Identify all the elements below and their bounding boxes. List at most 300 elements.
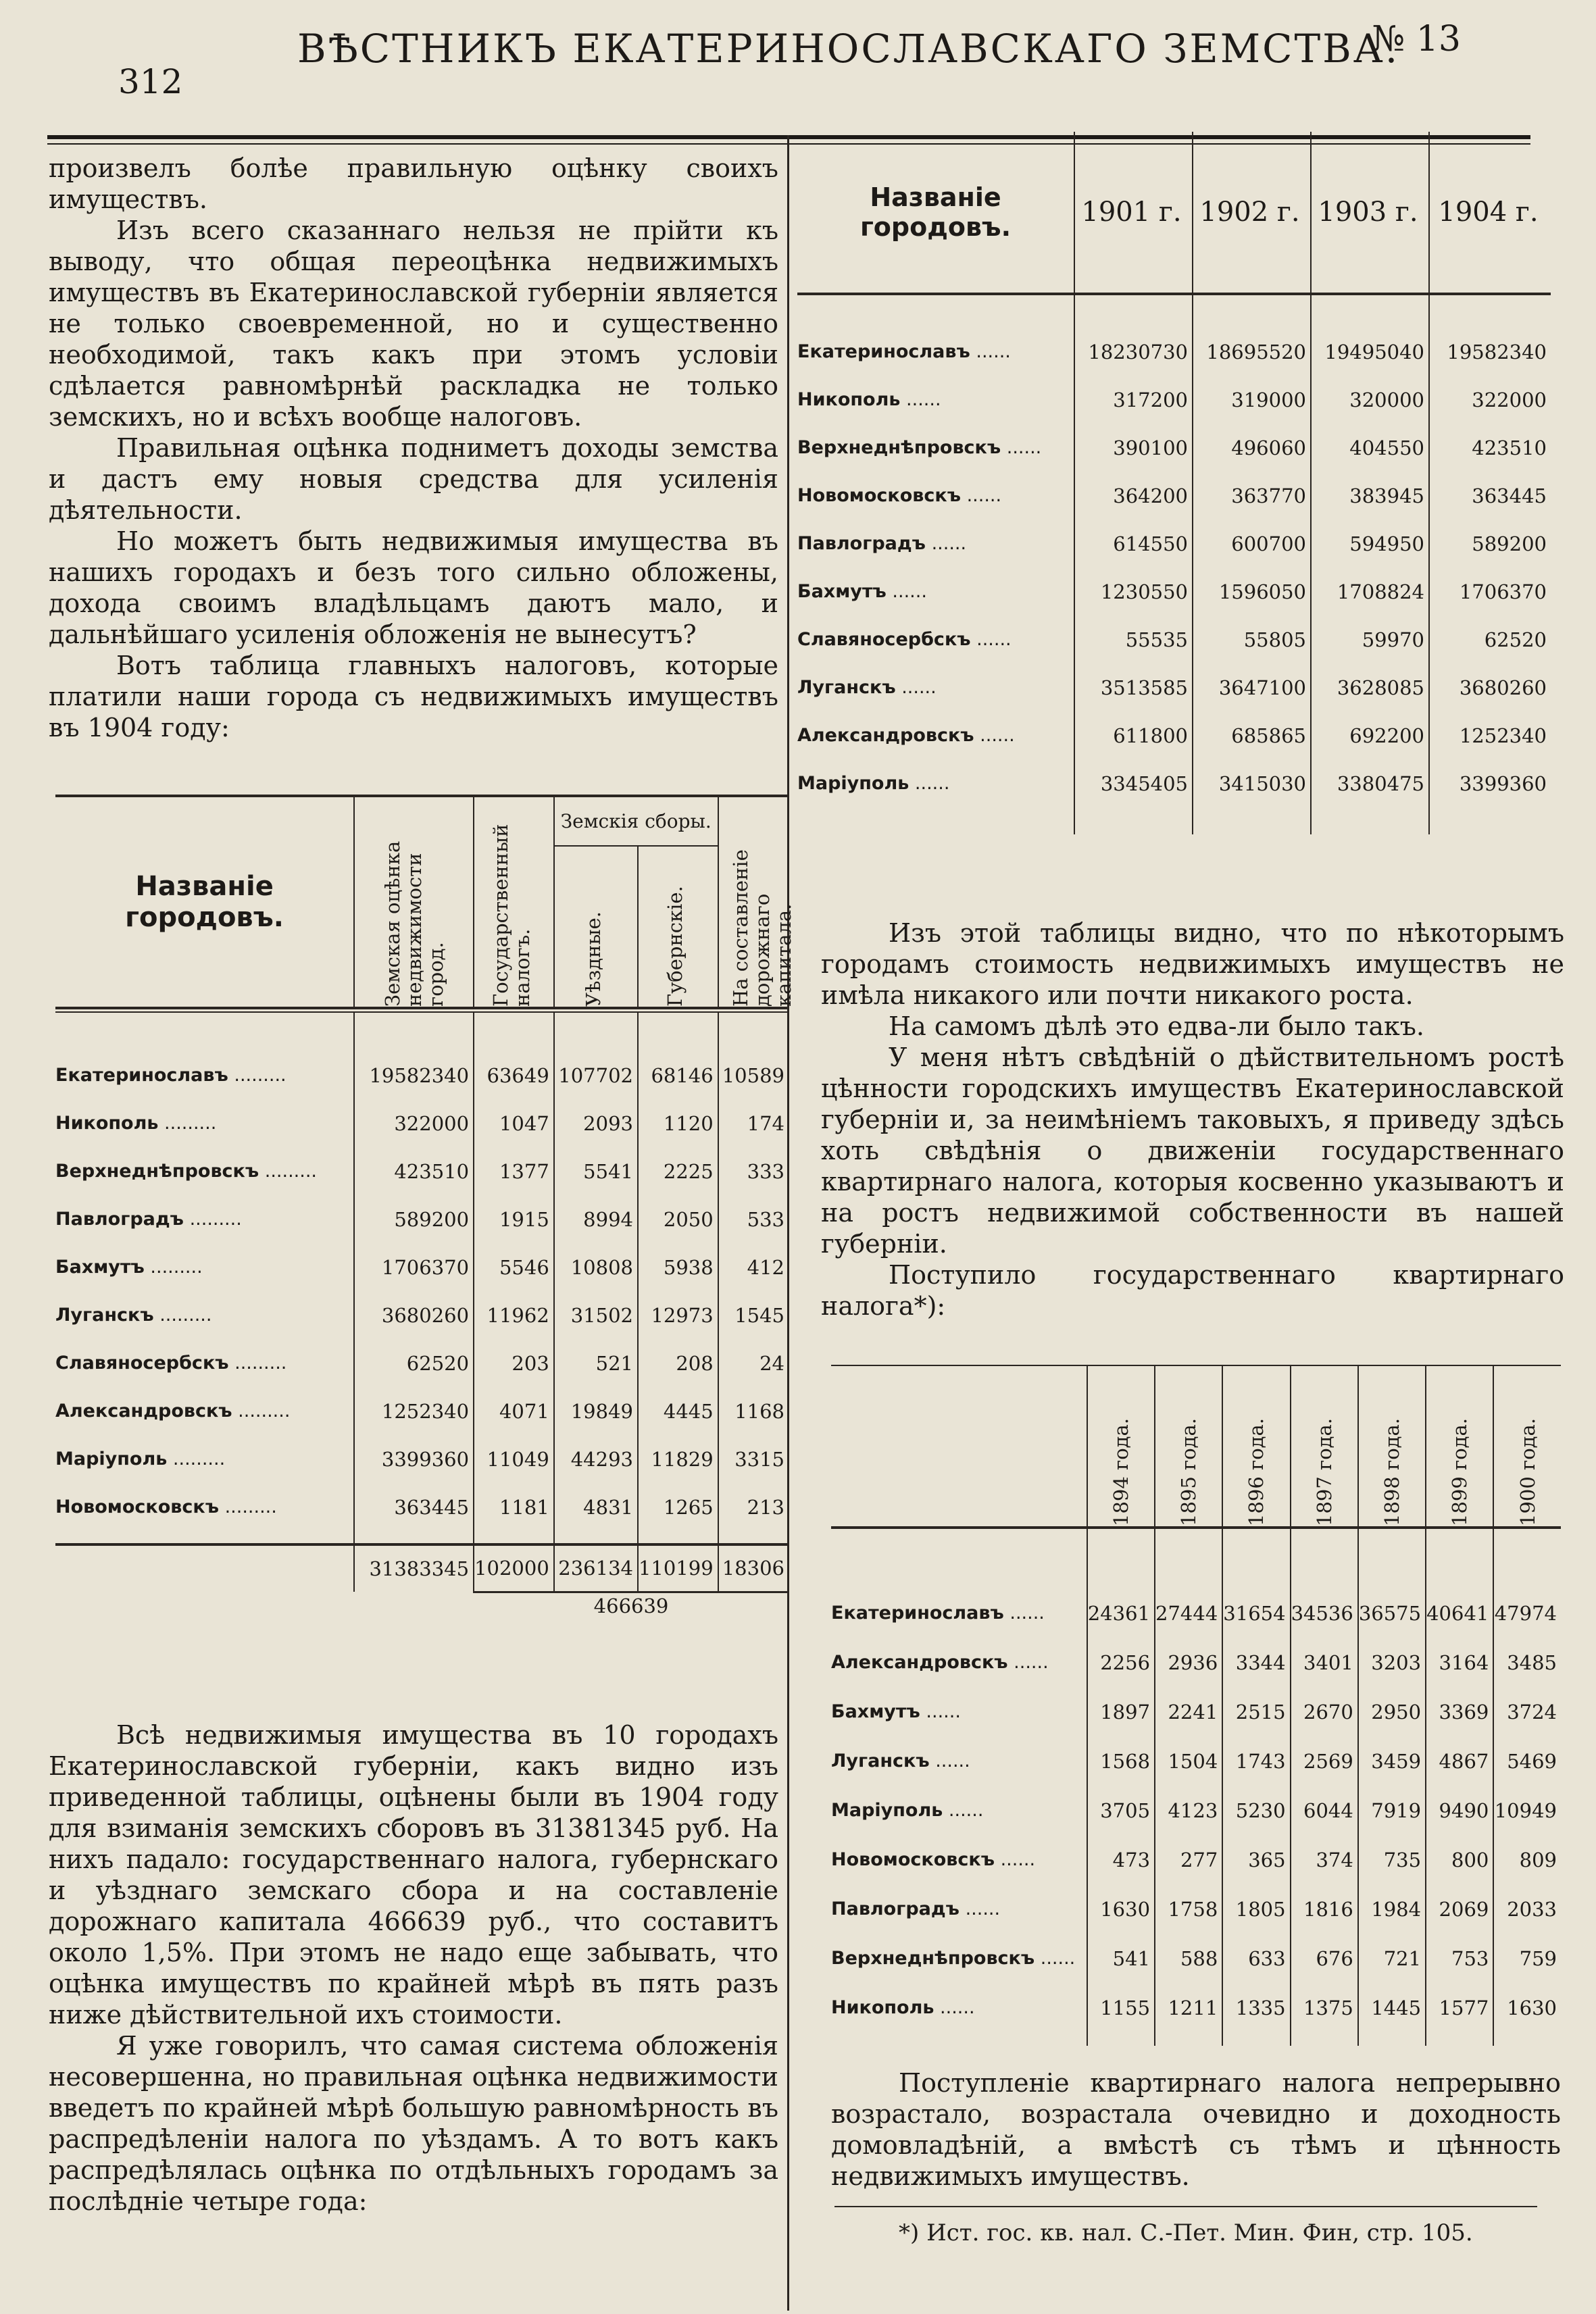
table1-name-header: Названіе городовъ. [125,871,284,933]
table-cell: 2515 [1222,1687,1290,1736]
table1-group-zemstvo: Земскія сборы. [554,797,718,846]
table3-year-header [1155,1365,1222,1528]
header-text: На составленіе дорожнаго капитала. [729,849,796,1007]
paragraph: Правильная оцѣнка подниметъ доходы земства и дастъ ему новыя средства для усиленія дѣятельности. [49,433,778,525]
table-cell: 5541 [554,1147,638,1195]
table-cell: 1915 [474,1195,554,1243]
table-cell: 27444 [1155,1588,1222,1638]
table-cell: 10589 [718,1051,789,1099]
table-row [55,1483,789,1531]
table-row [831,1934,1561,1983]
city-name: Бахмутъ ......... [55,1257,203,1278]
table-cell: 2950 [1358,1687,1426,1736]
table-cell: 322000 [354,1099,474,1147]
table-cell: 1168 [718,1387,789,1435]
table-cell: 4445 [638,1387,718,1435]
table-cell: 1265 [638,1483,718,1531]
leader-dots: ...... [959,1898,1001,1919]
table-row [797,615,1551,663]
city-name: Маріуполь ......... [55,1449,226,1469]
table-cell: 1568 [1087,1736,1155,1786]
header-text: 1898 года. [1380,1417,1403,1526]
paragraph: Изъ всего сказаннаго нельзя не прійти къ выводу, что общая переоцѣнка недвижимыхъ имуществъ въ Екатеринославской губерніи является не только своевременной, но и существенно необходимой, такъ какъ при этомъ условіи сдѣлается равномѣрнѣй раскладка не только земскихъ, но и всѣхъ вообще налоговъ. [49,216,778,432]
leader-dots: ...... [1007,1652,1049,1673]
table-cell: 3415030 [1193,759,1311,807]
table-row [831,1786,1561,1835]
paragraph: Поступленіе квартирнаго налога непрерывно возрастало, возрастала очевидно и доходность домовладѣній, а вмѣстѣ съ тѣмъ и цѣнность недвижимыхъ имуществъ. [831,2068,1561,2191]
table-cell: 55535 [1074,615,1193,663]
table-row [55,1435,789,1483]
table-cell: 320000 [1311,376,1429,424]
table-cell: 521 [554,1339,638,1387]
table-cell: 1375 [1291,1983,1358,2032]
page-number: 312 [118,62,183,101]
table-cell: 735 [1358,1835,1426,1884]
table-cell: 5230 [1222,1786,1290,1835]
table-cell: 1596050 [1193,568,1311,615]
table-cell: 319000 [1193,376,1311,424]
table-cell: 1577 [1426,1983,1493,2032]
table-cell: 3315 [718,1435,789,1483]
table-cell: 3513585 [1074,663,1193,711]
table-cell: 277 [1155,1835,1222,1884]
table-cell: 1445 [1358,1983,1426,2032]
table-cell: 2569 [1291,1736,1358,1786]
city-name: Верхнеднѣпровскъ ...... [831,1948,1076,1969]
issue-number: № 13 [1372,19,1461,59]
leader-dots: ......... [219,1496,277,1517]
table-cell: 541 [1087,1934,1155,1983]
table-cell: 1630 [1087,1884,1155,1934]
table-cell: 5469 [1493,1736,1561,1786]
header-text: Уѣздные. [581,911,605,1007]
table-row [831,1588,1561,1638]
table-cell: 1047 [474,1099,554,1147]
paragraph: Вотъ таблица главныхъ налоговъ, которые платили наши города съ недвижимыхъ имуществъ въ 1904 году: [49,651,778,743]
table-cell: 174 [718,1099,789,1147]
table1-col-valuation [354,797,474,1008]
table2-year-header: 1904 г. [1429,132,1551,294]
city-name: Екатеринославъ ......... [55,1065,286,1086]
leader-dots: ......... [158,1113,217,1134]
header-text: 1896 года. [1245,1417,1268,1526]
table-row [831,1687,1561,1736]
footnote: *) Ист. гос. кв. нал. С.-Пет. Мин. Фин, стр. 105. [899,2219,1473,2246]
paragraph: Поступило государственнаго квартирнаго налога*): [821,1260,1564,1321]
table-cell: 10808 [554,1243,638,1291]
table-cell: 1252340 [1429,711,1551,759]
table3-year-header [1358,1365,1426,1528]
table1-col-uezd [554,846,638,1008]
header-text: 1899 года. [1448,1417,1472,1526]
table-cell: 208 [638,1339,718,1387]
table-cell: 3628085 [1311,663,1429,711]
table-row [797,711,1551,759]
city-name: Новомосковскъ ...... [831,1849,1036,1870]
table-cell: 1504 [1155,1736,1222,1786]
table-cell: 1230550 [1074,568,1193,615]
leader-dots: ...... [900,389,941,410]
table-cell: 3369 [1426,1687,1493,1736]
leader-dots: ...... [886,581,927,602]
right-column-text-middle [821,917,1564,1322]
city-name: Никополь ...... [831,1997,975,2018]
header-text: 1894 года. [1109,1417,1132,1526]
table-cell: 2093 [554,1099,638,1147]
table-cell: 7919 [1358,1786,1426,1835]
leader-dots: ......... [183,1209,242,1230]
table-cell: 34536 [1291,1588,1358,1638]
table-row [831,1835,1561,1884]
leader-dots: ...... [970,341,1011,362]
table-cell: 364200 [1074,472,1193,520]
table-row [831,1638,1561,1687]
table-cell: 1743 [1222,1736,1290,1786]
table-cell: 12973 [638,1291,718,1339]
table-cell: 614550 [1074,520,1193,568]
city-name: Бахмутъ ...... [797,581,927,602]
table-cell: 4071 [474,1387,554,1435]
table-cell: 390100 [1074,424,1193,472]
table-cell: 4867 [1426,1736,1493,1786]
table-cell: 1816 [1291,1884,1358,1934]
table-row [797,472,1551,520]
table-cell: 588 [1155,1934,1222,1983]
city-name: Александровскъ ......... [55,1401,291,1422]
table-cell: 2936 [1155,1638,1222,1687]
table-row [831,1983,1561,2032]
table-cell: 1211 [1155,1983,1222,2032]
city-name: Александровскъ ...... [797,725,1015,746]
table-cell: 44293 [554,1435,638,1483]
paragraph: Изъ этой таблицы видно, что по нѣкоторымъ городамъ стоимость недвижимыхъ имуществъ не имѣла никакого или почти никакого роста. [821,918,1564,1010]
table-cell: 685865 [1193,711,1311,759]
leader-dots: ...... [961,485,1002,506]
table-cell: 3399360 [1429,759,1551,807]
paragraph: Я уже говорилъ, что самая система обложенія несовершенна, но правильная оцѣнка недвижимости введетъ по крайней мѣрѣ большую равномѣрность въ распредѣленіи налога по уѣздамъ. А то вотъ какъ распредѣлялась оцѣнка по отдѣльныхъ городамъ за послѣдніе четыре года: [49,2031,778,2216]
table-cell: 11049 [474,1435,554,1483]
left-column-text-bottom [49,1719,778,2217]
leader-dots: ...... [943,1800,984,1821]
table-cell: 721 [1358,1934,1426,1983]
table-cell: 1708824 [1311,568,1429,615]
table-cell: 2033 [1493,1884,1561,1934]
table-cell: 1758 [1155,1884,1222,1934]
table-cell: 2050 [638,1195,718,1243]
table-row [55,1387,789,1435]
table3-year-header [1291,1365,1358,1528]
table-cell: 3680260 [1429,663,1551,711]
city-name: Никополь ......... [55,1113,217,1134]
table-cell: 365 [1222,1835,1290,1884]
table-cell: 1335 [1222,1983,1290,2032]
city-name: Александровскъ ...... [831,1652,1049,1673]
table-cell: 19849 [554,1387,638,1435]
table-cell: 6044 [1291,1786,1358,1835]
table-cell: 676 [1291,1934,1358,1983]
total-gubern: 110199 [638,1544,718,1592]
table-cell: 24 [718,1339,789,1387]
city-name: Павлоградъ ...... [831,1898,1001,1919]
table-cell: 59970 [1311,615,1429,663]
city-name: Верхнеднѣпровскъ ...... [797,437,1042,458]
table-cell: 2241 [1155,1687,1222,1736]
leader-dots: ......... [144,1257,203,1278]
table-cell: 594950 [1311,520,1429,568]
leader-dots: ......... [153,1305,212,1326]
table-cell: 3647100 [1193,663,1311,711]
city-name: Луганскъ ...... [831,1751,970,1771]
table-cell: 9490 [1426,1786,1493,1835]
table-cell: 3399360 [354,1435,474,1483]
table-cell: 3203 [1358,1638,1426,1687]
header-text: Земская оцѣнка недвижимости город. [380,840,447,1007]
table-cell: 1252340 [354,1387,474,1435]
table-cell: 374 [1291,1835,1358,1884]
table-cell: 3680260 [354,1291,474,1339]
leader-dots: ...... [909,773,950,794]
table-cell: 213 [718,1483,789,1531]
table-cell: 412 [718,1243,789,1291]
city-name: Луганскъ ......... [55,1305,212,1326]
table-cell: 19582340 [1429,328,1551,376]
table-row [55,1099,789,1147]
table-cell: 3485 [1493,1638,1561,1687]
leader-dots: ...... [1034,1948,1076,1969]
table3-year-header [1426,1365,1493,1528]
table-cell: 1545 [718,1291,789,1339]
paragraph: На самомъ дѣлѣ это едва-ли было такъ. [889,1011,1424,1041]
table2-year-header: 1902 г. [1193,132,1311,294]
table-cell: 1805 [1222,1884,1290,1934]
total-uezd: 236134 [554,1544,638,1592]
city-name: Луганскъ ...... [797,677,937,698]
table-cell: 1377 [474,1147,554,1195]
header-text: 1900 года. [1516,1417,1539,1526]
table-cell: 317200 [1074,376,1193,424]
table-cell: 1897 [1087,1687,1155,1736]
table-cell: 2069 [1426,1884,1493,1934]
table-cell: 1984 [1358,1884,1426,1934]
table-cell: 24361 [1087,1588,1155,1638]
header-text: Губернскіе. [664,886,687,1007]
total-road: 18306 [718,1544,789,1592]
table-cell: 633 [1222,1934,1290,1983]
table-cell: 363770 [1193,472,1311,520]
table-cell: 1630 [1493,1983,1561,2032]
table-cell: 107702 [554,1051,638,1099]
table-cell: 363445 [1429,472,1551,520]
table-cell: 11962 [474,1291,554,1339]
table-cell: 333 [718,1147,789,1195]
total-valuation: 31383345 [354,1544,474,1592]
table-row [797,520,1551,568]
table-cell: 5938 [638,1243,718,1291]
table1-col-road-capital [718,797,796,1008]
header-text: 1895 года. [1177,1417,1201,1526]
table-cell: 363445 [354,1483,474,1531]
table1-col-gubern [638,846,718,1008]
table-row [55,1243,789,1291]
leader-dots: ...... [929,1751,970,1771]
leader-dots: ...... [920,1701,961,1722]
city-name: Павлоградъ ...... [797,533,967,554]
footnote-rule [834,2206,1537,2207]
table-cell: 3345405 [1074,759,1193,807]
city-name: Маріуполь ...... [831,1800,984,1821]
table-cell: 5546 [474,1243,554,1291]
table-row [797,568,1551,615]
table-cell: 800 [1426,1835,1493,1884]
table-cell: 423510 [354,1147,474,1195]
leader-dots: ......... [259,1161,317,1182]
table-row [831,1884,1561,1934]
paragraph: Всѣ недвижимыя имущества въ 10 городахъ Екатеринославской губерніи, какъ видно изъ приведенной таблицы, оцѣнены были въ 1904 году для взиманія земскихъ сборовъ въ 31381345 руб. На нихъ падало: государственнаго налога, губернскаго и уѣзднаго земскаго сбора и на составленіе дорожнаго капитала 466639 руб., что составитъ около 1,5%. При этомъ не надо еще забывать, что оцѣнка имуществъ по крайней мѣрѣ въ пять разъ ниже дѣйствительной ихъ стоимости. [49,1720,778,2030]
table-row [55,1291,789,1339]
table-cell: 473 [1087,1835,1155,1884]
paragraph: У меня нѣтъ свѣдѣній о дѣйствительномъ ростѣ цѣнности городскихъ имуществъ Екатеринославской губерніи и, за неимѣніемъ таковыхъ, я приведу здѣсь хоть свѣдѣнія о движеніи государственнаго квартирнаго налога, которыя косвенно указываютъ и на ростъ недвижимой собственности въ нашей губерніи. [821,1042,1564,1259]
table-cell: 8994 [554,1195,638,1243]
table-row [797,663,1551,711]
table-cell: 40641 [1426,1588,1493,1638]
table-row [55,1051,789,1099]
table-cell: 3459 [1358,1736,1426,1786]
table-cell: 611800 [1074,711,1193,759]
leader-dots: ...... [925,533,967,554]
table-cell: 19582340 [354,1051,474,1099]
city-name: Славяносербскъ ......... [55,1353,287,1374]
leader-dots: ...... [1003,1603,1045,1624]
table-cell: 62520 [1429,615,1551,663]
table-row [55,1339,789,1387]
table3-year-header [1222,1365,1290,1528]
city-name: Никополь ...... [797,389,941,410]
table-cell: 18230730 [1074,328,1193,376]
table-cell: 2225 [638,1147,718,1195]
table-cell: 759 [1493,1934,1561,1983]
table-cell: 322000 [1429,376,1551,424]
leader-dots: ...... [1001,437,1042,458]
table-row [797,759,1551,807]
table-row [797,424,1551,472]
table-row [55,1195,789,1243]
table1-col-state-tax [474,797,554,1008]
table-cell: 423510 [1429,424,1551,472]
table-cell: 2256 [1087,1638,1155,1687]
table-cell: 55805 [1193,615,1311,663]
table-cell: 600700 [1193,520,1311,568]
leader-dots: ......... [228,1065,286,1086]
tax-table-1904 [55,797,796,1619]
table-cell: 47974 [1493,1588,1561,1638]
leader-dots: ...... [895,677,937,698]
table-cell: 3164 [1426,1638,1493,1687]
header-text: Государственный налогъ. [489,824,534,1007]
table-cell: 692200 [1311,711,1429,759]
table-cell: 3380475 [1311,759,1429,807]
table-cell: 4123 [1155,1786,1222,1835]
city-name: Павлоградъ ......... [55,1209,242,1230]
table2-name-header: Названіе городовъ. [797,132,1074,294]
table-cell: 4831 [554,1483,638,1531]
total-state-tax: 102000 [474,1544,554,1592]
header-text: 1897 года. [1312,1417,1336,1526]
city-name: Новомосковскъ ...... [797,485,1002,506]
table-cell: 36575 [1358,1588,1426,1638]
table-row [797,328,1551,376]
table-cell: 809 [1493,1835,1561,1884]
table-row [55,1147,789,1195]
table-cell: 11829 [638,1435,718,1483]
city-name: Новомосковскъ ......... [55,1496,277,1517]
apartment-tax-table-1894-1900 [831,1365,1561,2046]
table-cell: 62520 [354,1339,474,1387]
leader-dots: ...... [970,629,1012,650]
table2-year-header: 1901 г. [1074,132,1193,294]
valuation-table-1901-1904 [797,132,1551,834]
city-name: Екатеринославъ ...... [797,341,1011,362]
city-name: Бахмутъ ...... [831,1701,961,1722]
leader-dots: ...... [934,1997,975,2018]
journal-title: ВѢСТНИКЪ ЕКАТЕРИНОСЛАВСКАГО ЗЕМСТВА. [297,26,1400,72]
table-cell: 589200 [1429,520,1551,568]
table-row [831,1736,1561,1786]
left-column-text-top [49,153,778,743]
table-cell: 383945 [1311,472,1429,520]
table-cell: 404550 [1311,424,1429,472]
table-cell: 203 [474,1339,554,1387]
paragraph: произвелъ болѣе правильную оцѣнку своихъ имуществъ. [49,153,778,214]
table-cell: 3344 [1222,1638,1290,1687]
table-cell: 1706370 [1429,568,1551,615]
leader-dots: ......... [228,1353,287,1374]
table-cell: 63649 [474,1051,554,1099]
table-cell: 19495040 [1311,328,1429,376]
table-row [797,376,1551,424]
right-column-text-bottom [831,2067,1561,2192]
table-cell: 3724 [1493,1687,1561,1736]
city-name: Славяносербскъ ...... [797,629,1012,650]
leader-dots: ...... [995,1849,1036,1870]
table-cell: 589200 [354,1195,474,1243]
city-name: Маріуполь ...... [797,773,950,794]
table3-year-header [1087,1365,1155,1528]
table-cell: 2670 [1291,1687,1358,1736]
table-cell: 3401 [1291,1638,1358,1687]
leader-dots: ......... [167,1449,226,1469]
leader-dots: ...... [974,725,1015,746]
table-cell: 68146 [638,1051,718,1099]
table-cell: 3705 [1087,1786,1155,1835]
table-cell: 31654 [1222,1588,1290,1638]
table-cell: 1120 [638,1099,718,1147]
table-cell: 1181 [474,1483,554,1531]
table-cell: 10949 [1493,1786,1561,1835]
city-name: Верхнеднѣпровскъ ......... [55,1161,317,1182]
grand-total: 466639 [474,1592,789,1619]
paragraph: Но можетъ быть недвижимыя имущества въ нашихъ городахъ и безъ того сильно обложены, дохода своимъ владѣльцамъ даютъ мало, и дальнѣйшаго усиленія обложенія не вынесутъ? [49,526,778,649]
table-cell: 533 [718,1195,789,1243]
table-cell: 496060 [1193,424,1311,472]
table-cell: 1155 [1087,1983,1155,2032]
table-cell: 31502 [554,1291,638,1339]
table-cell: 1706370 [354,1243,474,1291]
table3-year-header [1493,1365,1561,1528]
table-cell: 18695520 [1193,328,1311,376]
city-name: Екатеринославъ ...... [831,1603,1045,1624]
table-cell: 753 [1426,1934,1493,1983]
leader-dots: ......... [232,1401,291,1422]
